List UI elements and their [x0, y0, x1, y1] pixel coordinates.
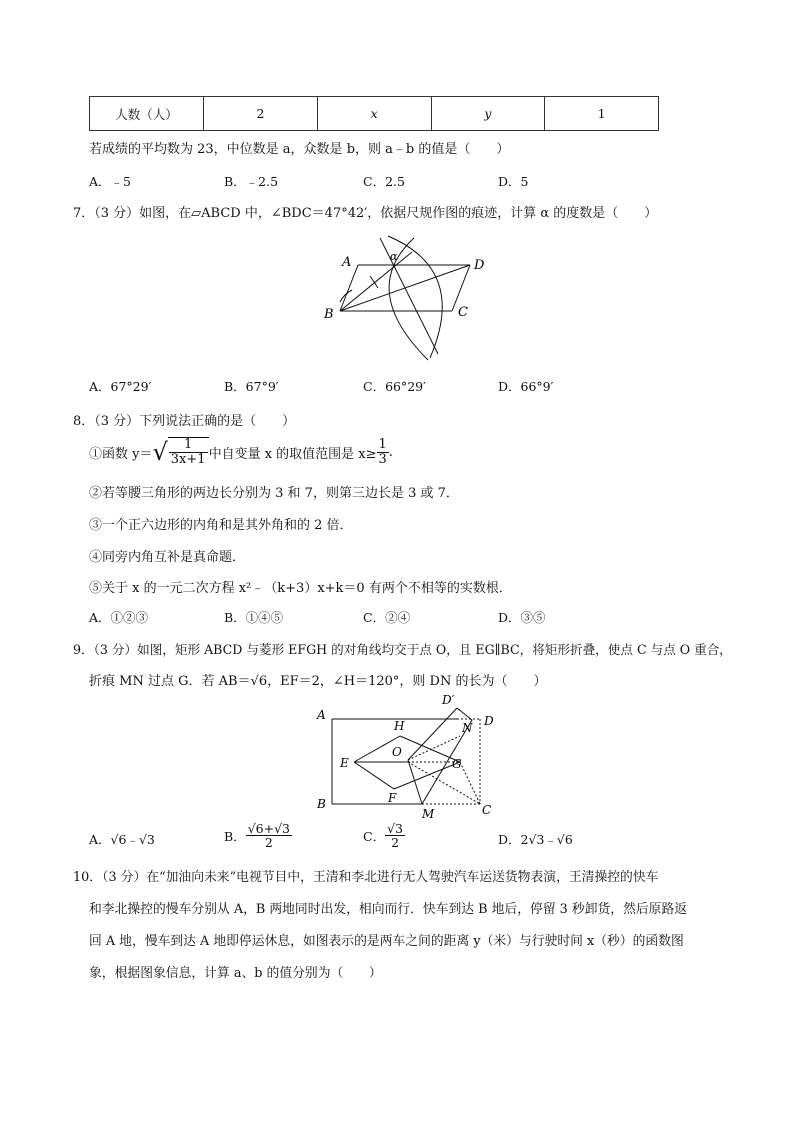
q7-parallelogram-figure — [318, 230, 498, 365]
q9-stem-line1: 9．（3 分）如图，矩形 ABCD 与菱形 EFGH 的对角线均交于点 O，且 EG∥BC，将矩形折叠，使点 C 与点 O 重合， — [73, 642, 732, 657]
q8-option-c: C．②④ — [363, 610, 411, 625]
label-e: E — [340, 756, 349, 770]
label-alpha: α — [390, 250, 398, 263]
label-a: A — [342, 255, 352, 270]
q9-option-c — [363, 822, 405, 849]
fraction-numerator: √3 — [387, 821, 403, 836]
option-prefix: B． — [224, 828, 246, 844]
fraction-denominator: 2 — [264, 835, 273, 851]
q9-option-b — [224, 822, 292, 849]
q7-option-a: A．67°29′ — [89, 379, 152, 394]
q8-item-2: ②若等腰三角形的两边长分别为 3 和 7，则第三边长是 3 或 7． — [89, 486, 459, 501]
q6-option-c: C．2.5 — [363, 174, 405, 189]
table-cell: x — [317, 97, 431, 131]
q9-rectangle-rhombus-figure — [312, 690, 508, 820]
table-row-label: 人数（人） — [90, 97, 204, 131]
q8-item-3: ③一个正六边形的内角和是其外角和的 2 倍． — [89, 518, 353, 533]
q9-stem-line2: 折痕 MN 过点 G．若 AB＝√6，EF＝2，∠H＝120°，则 DN 的长为（ ） — [89, 674, 547, 689]
q10-line2: 和李北操控的慢车分别从 A，B 两地同时出发，相向而行．快车到达 B 地后，停留 3 秒卸货，然后原路返 — [89, 902, 688, 917]
construction-arc — [370, 276, 378, 288]
q8-option-d: D．③⑤ — [498, 610, 546, 625]
label-h: H — [394, 719, 405, 733]
q7-stem: 7．（3 分）如图，在▱ABCD 中，∠BDC＝47°42′，依据尺规作图的痕迹，计算 α 的度数是（ ） — [73, 206, 658, 221]
folded-edge — [408, 708, 457, 760]
label-b: B — [317, 797, 326, 811]
fraction-numerator: 1 — [169, 438, 208, 453]
dashed-gc — [460, 762, 480, 804]
frequency-table — [89, 96, 659, 131]
option-fraction — [246, 822, 292, 849]
option-fraction — [385, 822, 405, 849]
label-d: D — [474, 258, 485, 273]
q6-stem: 若成绩的平均数为 23，中位数是 a，众数是 b，则 a﹣b 的值是（ ） — [89, 142, 510, 157]
rhombus-side — [354, 762, 394, 789]
q8-radicand-fraction — [169, 438, 208, 466]
q8-item-1 — [89, 434, 393, 470]
q10-line4: 象，根据图象信息，计算 a、b 的值分别为（ ） — [89, 966, 382, 981]
fraction-numerator: 1 — [378, 436, 387, 452]
q8-option-b: B．①④⑤ — [224, 610, 284, 625]
perpendicular-bisector — [380, 238, 438, 354]
label-o: O — [392, 745, 402, 759]
label-g: G — [452, 757, 462, 771]
fraction-numerator: √6+√3 — [247, 821, 290, 836]
label-c: C — [482, 803, 492, 817]
q9-option-a: A．√6﹣√3 — [89, 832, 155, 847]
fraction-denominator: 3 — [378, 451, 387, 467]
q8-item-1-prefix: ①函数 y＝ — [89, 446, 153, 462]
q6-option-b: B．﹣2.5 — [224, 174, 279, 189]
rhombus-side — [400, 736, 460, 762]
radical-sign: √ — [152, 438, 168, 466]
q8-stem: 8．（3 分）下列说法正确的是（ ） — [73, 414, 296, 429]
rhombus-side — [394, 762, 460, 789]
q8-range-fraction — [377, 438, 389, 466]
q8-item-1-middle: 中自变量 x 的取值范围是 x≥ — [208, 446, 377, 462]
q10-line1: 10．（3 分）在“加油向未来”电视节目中，王清和李北进行无人驾驶汽车运送货物表演，王清操控的快车 — [73, 870, 659, 885]
q8-item-1-end: . — [388, 444, 393, 460]
label-a: A — [317, 708, 326, 722]
label-d-prime: D′ — [442, 693, 455, 707]
q7-option-b: B．67°9′ — [224, 379, 279, 394]
table-cell: 2 — [204, 97, 318, 131]
label-c: C — [458, 305, 468, 320]
q9-option-d: D．2√3﹣√6 — [498, 832, 573, 847]
q6-option-d: D．5 — [498, 174, 529, 189]
q8-item-5: ⑤关于 x 的一元二次方程 x²﹣（k+3）x+k＝0 有两个不相等的实数根． — [89, 581, 512, 596]
q6-option-a: A．﹣5 — [89, 174, 131, 189]
label-m: M — [422, 807, 435, 820]
table-row — [90, 97, 659, 131]
label-f: F — [388, 791, 397, 805]
q10-line3: 回 A 地，慢车到达 A 地即停运休息，如图表示的是两车之间的距离 y（米）与行驶时间 x（秒）的函数图 — [89, 934, 684, 949]
q8-item-4: ④同旁内角互补是真命题． — [89, 550, 246, 565]
label-n: N — [462, 721, 473, 735]
q7-option-d: D．66°9′ — [498, 379, 554, 394]
fraction-denominator: 2 — [391, 835, 400, 851]
option-prefix: C． — [363, 828, 386, 844]
label-b: B — [324, 307, 334, 322]
table-cell: 1 — [545, 97, 659, 131]
q8-radicand — [168, 437, 209, 466]
folded-edge — [457, 708, 472, 720]
table-cell: y — [431, 97, 545, 131]
label-d: D — [484, 714, 494, 728]
q8-option-a: A．①②③ — [89, 610, 149, 625]
q7-option-c: C．66°29′ — [363, 379, 426, 394]
fraction-denominator: 3x+1 — [170, 452, 206, 467]
